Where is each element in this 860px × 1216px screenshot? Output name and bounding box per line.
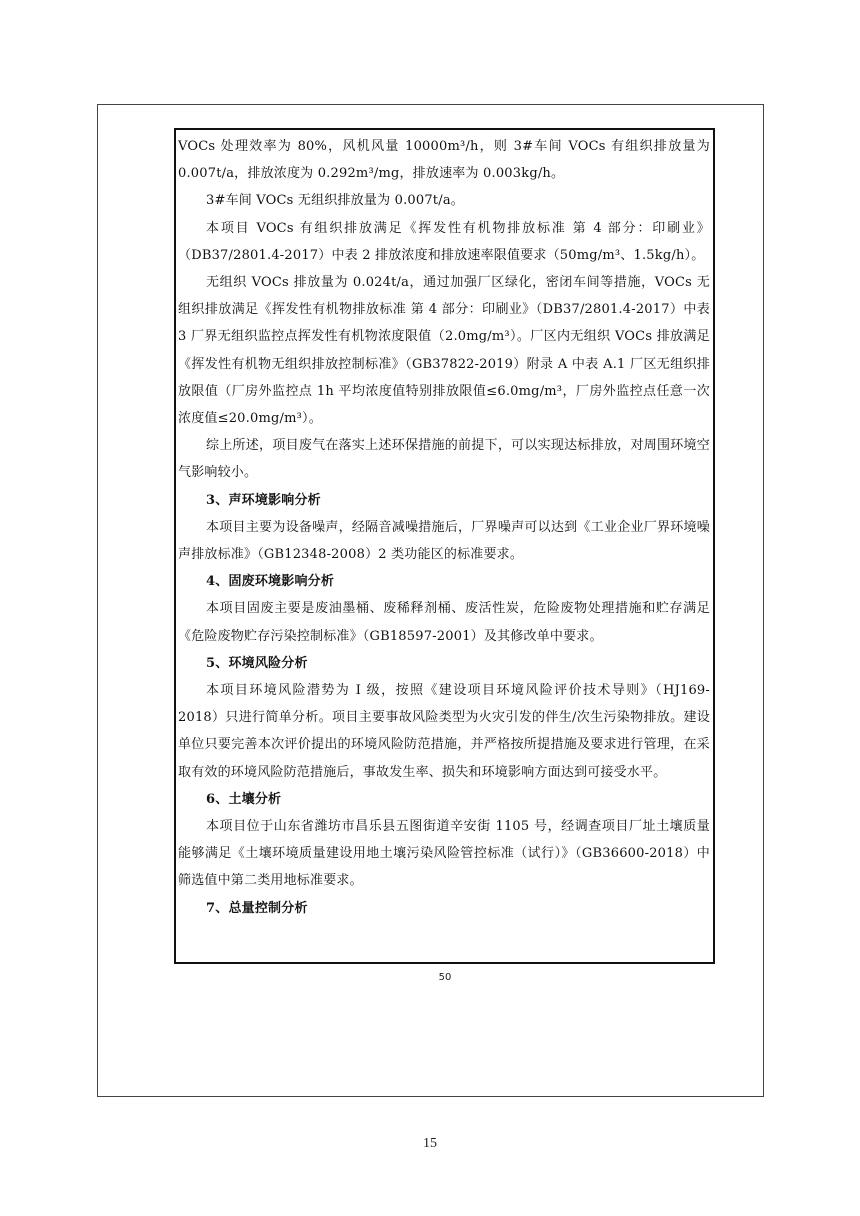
paragraph-organized-emission-standard: 本项目 VOCs 有组织排放满足《挥发性有机物排放标准 第 4 部分：印刷业》（DB37/2801.4-2017）中表 2 排放浓度和排放速率限值要求（50mg/m³、1.5kg/h）。	[178, 220, 710, 263]
paragraph-vocs-efficiency: VOCs 处理效率为 80%，风机风量 10000m³/h，则 3#车间 VOCs 有组织排放量为 0.007t/a，排放浓度为 0.292m³/mg，排放速率为 0.003kg/h。	[178, 139, 710, 182]
paragraph-solid-waste: 本项目固废主要是废油墨桶、废稀释剂桶、废活性炭，危险废物处理措施和贮存满足《危险废物贮存污染控制标准》（GB18597-2001）及其修改单中要求。	[178, 601, 710, 644]
heading-total-control-analysis: 7、总量控制分析	[206, 900, 308, 916]
paragraph-risk: 本项目环境风险潜势为 I 级，按照《建设项目环境风险评价技术导则》（HJ169-2018）只进行简单分析。项目主要事故风险类型为火灾引发的伴生/次生污染物排放。建设单位只要完善本次评价提出的环境风险防范措施，并严格按所提措施及要求进行管理，在采取有效的环境风险防范措施后，事故发生率、损失和环境影响方面达到可接受水平。	[178, 683, 710, 780]
heading-risk-analysis: 5、环境风险分析	[206, 655, 308, 671]
inner-page-number: 50	[438, 972, 452, 983]
paragraph-soil: 本项目位于山东省潍坊市昌乐县五图街道辛安街 1105 号，经调查项目厂址土壤质量能够满足《土壤环境质量建设用地土壤污染风险管控标准（试行）》（GB36600-2018）中筛选值中第二类用地标准要求。	[178, 819, 710, 889]
paragraph-3-workshop-fugitive: 3#车间 VOCs 无组织排放量为 0.007t/a。	[206, 193, 464, 209]
content-table-cell	[174, 128, 715, 964]
paragraph-noise: 本项目主要为设备噪声，经隔音减噪措施后，厂界噪声可以达到《工业企业厂界环境噪声排放标准》（GB12348-2008）2 类功能区的标准要求。	[178, 519, 710, 563]
paragraph-air-summary: 综上所述，项目废气在落实上述环保措施的前提下，可以实现达标排放，对周围环境空气影响较小。	[178, 438, 710, 481]
heading-noise-analysis: 3、声环境影响分析	[206, 492, 321, 508]
paragraph-fugitive-emission-standard: 无组织 VOCs 排放量为 0.024t/a，通过加强厂区绿化，密闭车间等措施，VOCs 无组织排放满足《挥发性有机物排放标准 第 4 部分：印刷业》（DB37/2801.4-2017）中表 3 厂界无组织监控点挥发性有机物浓度限值（2.0mg/m³）。厂区内无组织 VOCs 排放满足《挥发性有机物无组织排放控制标准》（GB37822-2019）附录 A 中表 A.1 厂区无组织排放限值（厂房外监控点 1h 平均浓度值特别排放限值≤6.0mg/m³，厂房外监控点任意一次浓度值≤20.0mg/m³）。	[178, 275, 710, 427]
heading-soil-analysis: 6、土壤分析	[206, 791, 282, 807]
page-number: 15	[423, 1136, 437, 1151]
heading-solid-waste-analysis: 4、固废环境影响分析	[206, 574, 335, 590]
